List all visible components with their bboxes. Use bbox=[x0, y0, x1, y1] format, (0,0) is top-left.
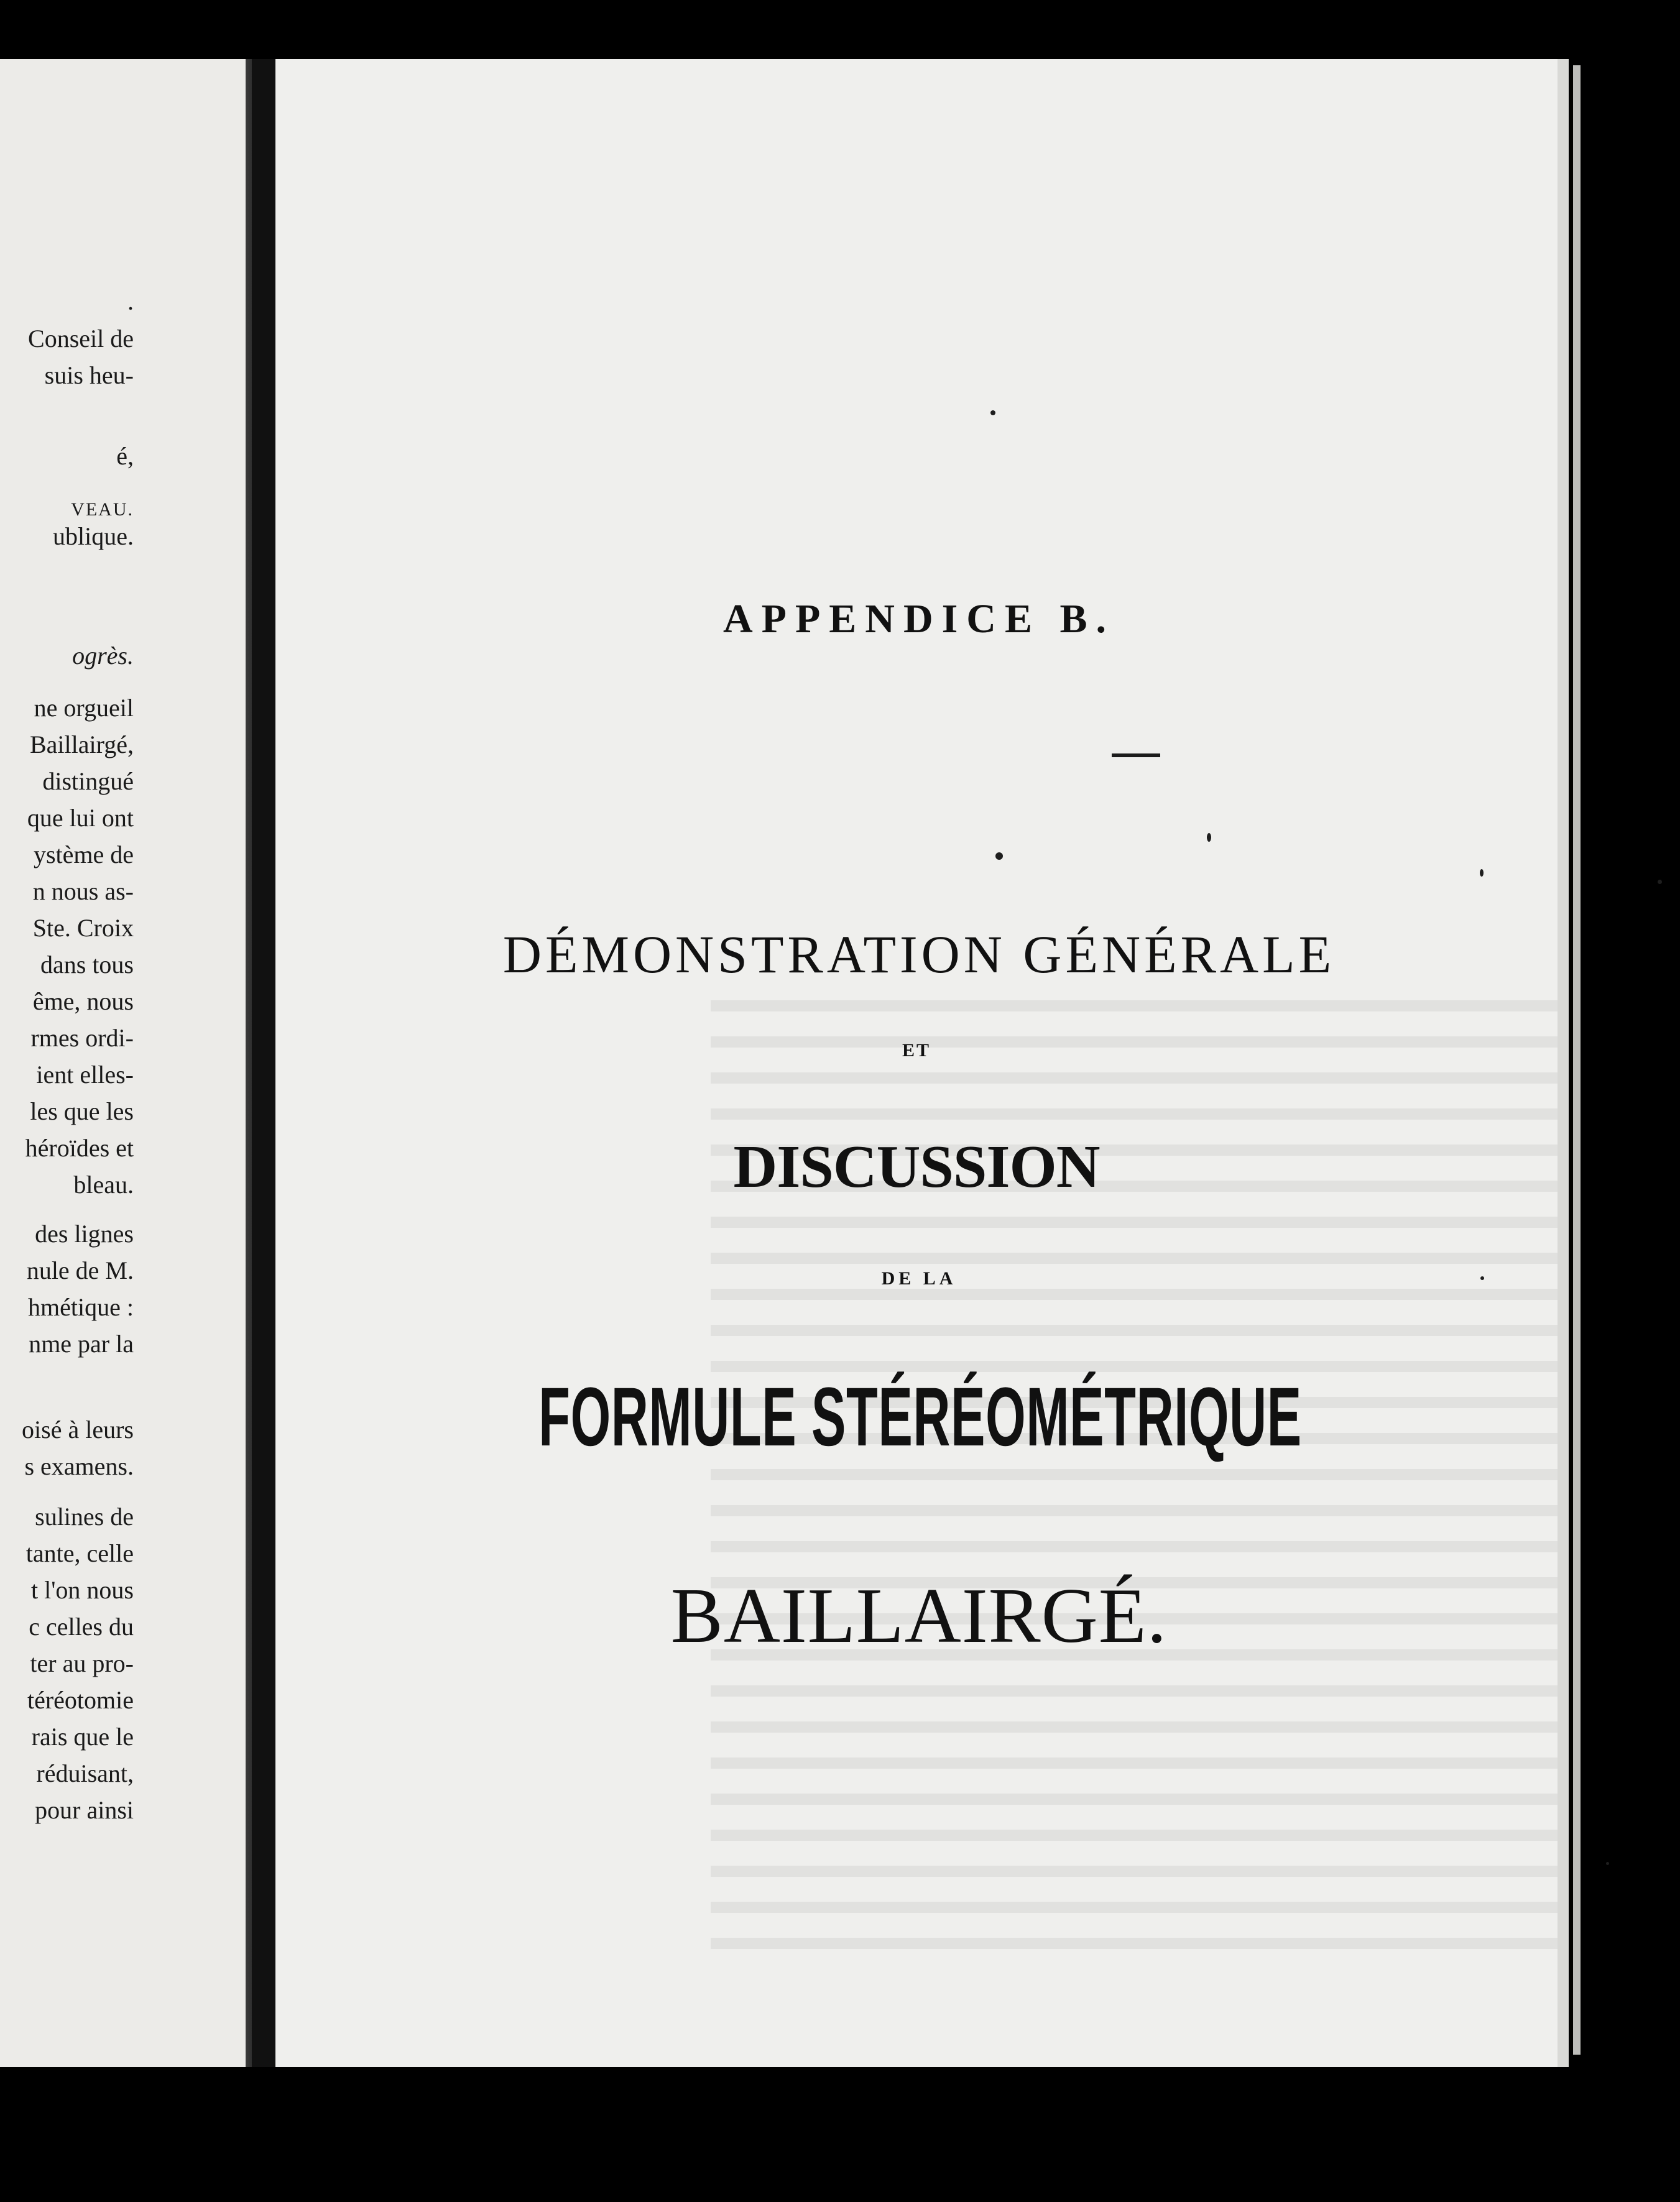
left-page-line: nule de M. bbox=[26, 1256, 134, 1284]
left-page-line: suis heu- bbox=[44, 361, 134, 389]
left-page-line: c celles du bbox=[29, 1613, 134, 1641]
previous-page bbox=[0, 59, 246, 2067]
left-page-line: les que les bbox=[30, 1097, 134, 1125]
left-page-line: héroïdes et bbox=[25, 1134, 134, 1162]
ink-speck bbox=[1606, 1862, 1609, 1865]
demonstration-heading: DÉMONSTRATION GÉNÉRALE bbox=[502, 924, 1336, 984]
left-page-line: ter au pro- bbox=[30, 1649, 134, 1677]
left-page-line: t l'on nous bbox=[31, 1576, 134, 1604]
left-page-line: ogrès. bbox=[72, 642, 134, 670]
left-page-line: oisé à leurs bbox=[22, 1416, 134, 1444]
page-edge bbox=[1558, 59, 1569, 2067]
left-page-line: nme par la bbox=[29, 1330, 134, 1358]
left-page-line: réduisant, bbox=[36, 1759, 134, 1787]
book-spine bbox=[252, 59, 275, 2067]
left-page-line: bleau. bbox=[73, 1171, 134, 1199]
left-page-line: n nous as- bbox=[32, 877, 134, 905]
left-page-line: Baillairgé, bbox=[30, 730, 134, 758]
formula-title: FORMULE STÉRÉOMÉTRIQUE bbox=[538, 1371, 1302, 1463]
ink-speck bbox=[995, 852, 1003, 860]
author-name: BAILLAIRGÉ. bbox=[670, 1573, 1168, 1659]
left-page-line: s examens. bbox=[24, 1452, 134, 1480]
left-page-line: téréotomie bbox=[27, 1686, 134, 1714]
left-page-line: ublique. bbox=[53, 522, 134, 550]
left-page-line: tante, celle bbox=[25, 1539, 134, 1567]
ink-speck bbox=[990, 410, 995, 415]
left-page-line: distingué bbox=[42, 767, 134, 795]
left-page-line: Ste. Croix bbox=[32, 914, 134, 942]
left-page-line: rmes ordi- bbox=[30, 1024, 134, 1052]
left-page-line: é, bbox=[116, 442, 134, 470]
page-edge bbox=[1573, 65, 1581, 2055]
left-page-line: sulines de bbox=[35, 1503, 134, 1531]
discussion-heading: DISCUSSION bbox=[733, 1133, 1100, 1200]
left-page-line: ême, nous bbox=[32, 987, 134, 1015]
ink-speck bbox=[1207, 833, 1211, 842]
preposition-de-la: DE LA bbox=[881, 1268, 957, 1289]
conjunction-et: ET bbox=[902, 1040, 931, 1061]
title-page bbox=[275, 59, 1558, 2067]
left-page-line: VEAU. bbox=[71, 499, 134, 520]
left-page-line: ystème de bbox=[33, 841, 134, 868]
left-page-line: ne orgueil bbox=[34, 694, 134, 722]
left-page-line: que lui ont bbox=[27, 804, 134, 832]
left-page-line: pour ainsi bbox=[35, 1796, 134, 1824]
title-dash bbox=[1112, 753, 1160, 757]
left-page-line: des lignes bbox=[35, 1220, 134, 1248]
ink-speck bbox=[1480, 1276, 1484, 1280]
left-page-line: rais que le bbox=[31, 1723, 134, 1751]
left-page-line: ient elles- bbox=[36, 1061, 134, 1089]
appendix-label: APPENDICE B. bbox=[722, 596, 1115, 642]
left-page-line: dans tous bbox=[40, 951, 134, 979]
left-page-line: hmétique : bbox=[28, 1293, 134, 1321]
left-page-line: Conseil de bbox=[28, 325, 134, 352]
ink-speck bbox=[1480, 869, 1484, 877]
bleed-through-text bbox=[711, 979, 1625, 1974]
left-page-line: . bbox=[127, 287, 134, 315]
ink-speck bbox=[1658, 880, 1662, 884]
